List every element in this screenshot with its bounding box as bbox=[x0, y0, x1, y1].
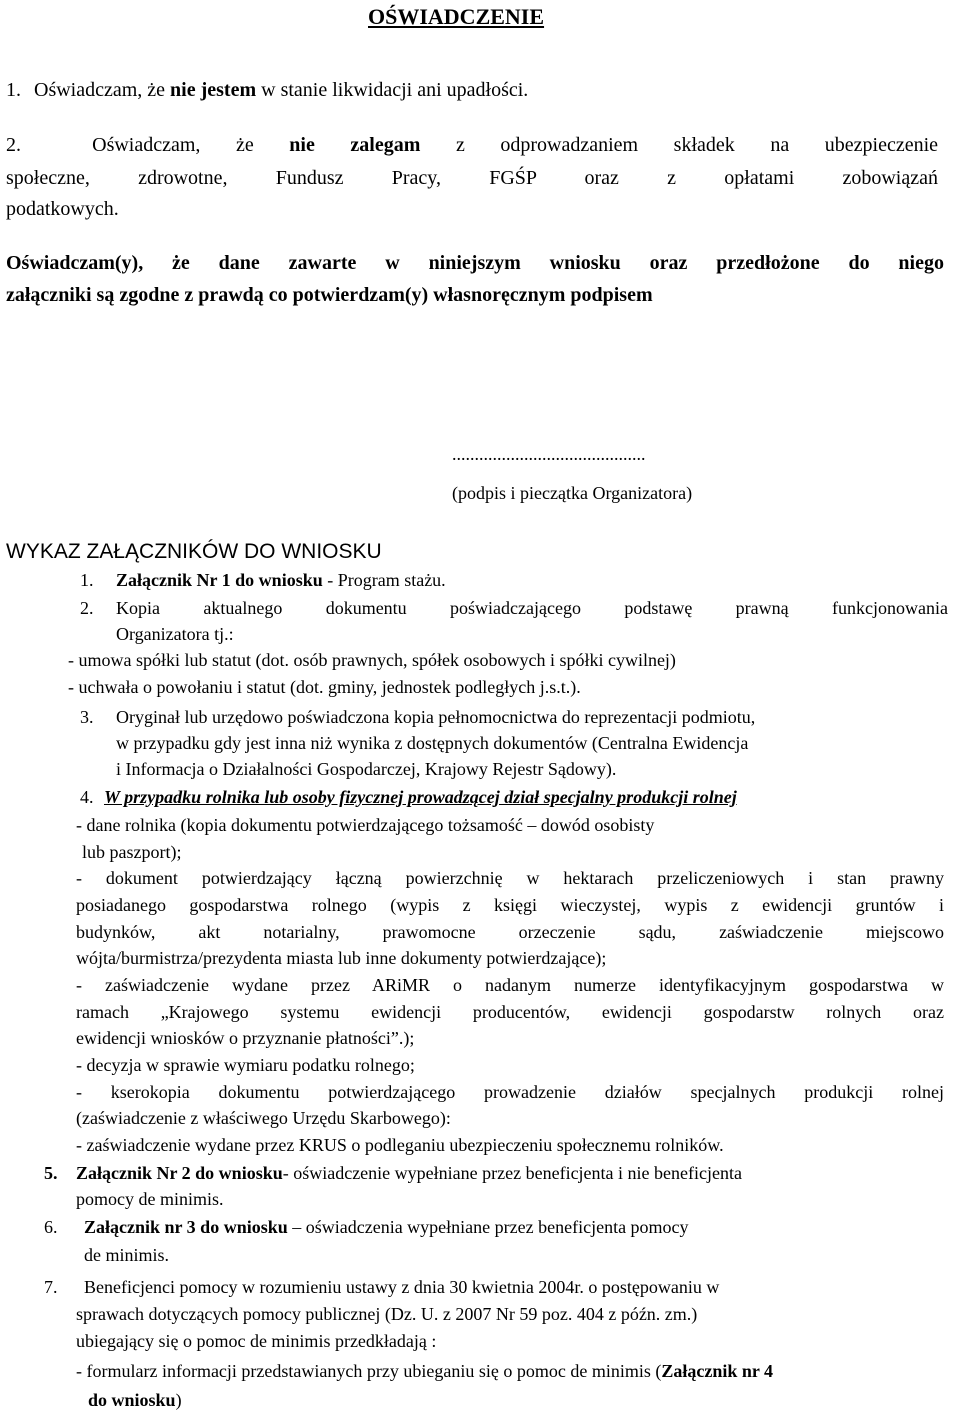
attachment-7-line-3: ubiegający się o pomoc de minimis przedkładają : bbox=[76, 1331, 437, 1351]
attachment-7-number: 7. bbox=[44, 1277, 58, 1297]
attachment-4-b-line-1: - dokument potwierdzający łączną powierzchnię w hektarach przeliczeniowych i stan prawny bbox=[76, 868, 944, 888]
declaration-2-line-2: społeczne, zdrowotne, Fundusz Pracy, FGŚP oraz z opłatami zobowiązań bbox=[6, 167, 938, 189]
attachment-4-b-line-4: wójta/burmistrza/prezydenta miasta lub inne dokumenty potwierdzające); bbox=[76, 948, 607, 968]
attachment-6-line-1 bbox=[84, 1215, 689, 1239]
attachment-4-number: 4. bbox=[80, 787, 94, 807]
attachment-4-e-line-1: - kserokopia dokumentu potwierdzającego prowadzenie działów specjalnych produkcji rolnej bbox=[76, 1082, 944, 1102]
page-title: OŚWIADCZENIE bbox=[368, 4, 545, 29]
signature-line: ........................................... bbox=[452, 444, 646, 464]
declaration-2-text-pre: Oświadczam, że bbox=[92, 134, 290, 156]
attachment-7-text: - formularz informacji przedstawianych przy ubieganiu się o pomoc de minimis ( bbox=[76, 1361, 662, 1381]
attachment-2-option-b: - uchwała o powołaniu i statut (dot. gminy, jednostek podległych j.s.t.). bbox=[68, 677, 581, 697]
attachment-4-b-line-3: budynków, akt notarialny, prawomocne orzeczenie sądu, zaświadczenie miejscowo bbox=[76, 922, 944, 942]
attachment-5-text: - oświadczenie wypełniane przez beneficjenta i nie beneficjenta bbox=[282, 1163, 742, 1183]
declaration-2-emphasis: nie zalegam bbox=[289, 134, 421, 156]
attachment-2-line-1: Kopia aktualnego dokumentu poświadczającego podstawę prawną funkcjonowania bbox=[116, 598, 948, 618]
attachment-7-line-4 bbox=[76, 1359, 773, 1383]
attachment-4-c-line-2: ramach „Krajowego systemu ewidencji producentów, ewidencji gospodarstw rolnych oraz bbox=[76, 1002, 944, 1022]
attachment-6-text: – oświadczenia wypełniane przez beneficjenta pomocy bbox=[287, 1217, 689, 1237]
attachment-5-line-2: pomocy de minimis. bbox=[76, 1189, 224, 1209]
attachment-4-a-line-2: lub paszport); bbox=[82, 842, 182, 862]
declaration-2-number: 2. bbox=[6, 134, 21, 156]
attachment-3-line-1: Oryginał lub urzędowo poświadczona kopia pełnomocnictwa do reprezentacji podmiotu, bbox=[116, 707, 756, 727]
attachment-3-line-2: w przypadku gdy jest inna niż wynika z dostępnych dokumentów (Centralna Ewidencja bbox=[116, 733, 749, 753]
attachment-5-number: 5. bbox=[44, 1163, 58, 1183]
attachment-3-number: 3. bbox=[80, 707, 94, 727]
signature-caption: (podpis i pieczątka Organizatora) bbox=[452, 483, 693, 503]
attachment-4-d-line-1: - decyzja w sprawie wymiaru podatku rolnego; bbox=[76, 1055, 415, 1075]
attachment-6-line-2: de minimis. bbox=[84, 1245, 169, 1265]
attachment-4-a-line-1: - dane rolnika (kopia dokumentu potwierdzającego tożsamość – dowód osobisty bbox=[76, 815, 655, 835]
attachment-2-number: 2. bbox=[80, 598, 94, 618]
attachment-5-line-1 bbox=[76, 1161, 742, 1185]
declaration-2-line-1 bbox=[6, 132, 938, 158]
declaration-1 bbox=[6, 77, 528, 103]
declaration-1-emphasis: nie jestem bbox=[170, 79, 257, 101]
attachment-7-line-2: sprawach dotyczących pomocy publicznej (Dz. U. z 2007 Nr 59 poz. 404 z późn. zm.) bbox=[76, 1304, 698, 1324]
declaration-2-line-3: podatkowych. bbox=[6, 198, 119, 220]
attachment-4-c-line-1: - zaświadczenie wydane przez ARiMR o nadanym numerze identyfikacyjnym gospodarstwa w bbox=[76, 975, 944, 995]
declaration-1-number: 1. bbox=[6, 79, 21, 101]
attachment-2-option-a: - umowa spółki lub statut (dot. osób prawnych, spółek osobowych i spółki cywilnej) bbox=[68, 650, 676, 670]
statement-line-2: załączniki są zgodne z prawdą co potwierdzam(y) własnoręcznym podpisem bbox=[6, 284, 653, 306]
attachment-1-text: - Program stażu. bbox=[322, 570, 446, 590]
attachment-7-ref-2: do wniosku bbox=[88, 1390, 176, 1410]
attachment-1-number: 1. bbox=[80, 570, 94, 590]
attachment-3-line-3: i Informacja o Działalności Gospodarczej, Krajowy Rejestr Sądowy). bbox=[116, 759, 617, 779]
attachment-4-e-line-2: (zaświadczenie z właściwego Urzędu Skarbowego): bbox=[76, 1108, 451, 1128]
attachment-4-title: W przypadku rolnika lub osoby fizycznej prowadzącej dział specjalny produkcji rolnej bbox=[104, 787, 737, 807]
attachment-6-title: Załącznik nr 3 do wniosku bbox=[84, 1217, 288, 1237]
attachment-2-line-2: Organizatora tj.: bbox=[116, 624, 234, 644]
attachment-1-title: Załącznik Nr 1 do wniosku bbox=[116, 570, 323, 590]
attachment-7-close: ) bbox=[175, 1390, 182, 1410]
declaration-1-text-post: w stanie likwidacji ani upadłości. bbox=[256, 79, 529, 101]
attachments-heading: WYKAZ ZAŁĄCZNIKÓW DO WNIOSKU bbox=[6, 540, 382, 563]
declaration-1-text-pre: Oświadczam, że bbox=[34, 79, 171, 101]
attachment-5-title: Załącznik Nr 2 do wniosku bbox=[76, 1163, 283, 1183]
attachment-4-b-line-2: posiadanego gospodarstwa rolnego (wypis z księgi wieczystej, wypis z ewidencji gruntów i bbox=[76, 895, 944, 915]
attachment-1 bbox=[80, 568, 446, 592]
attachment-7-ref-1: Załącznik nr 4 bbox=[661, 1361, 774, 1381]
attachment-4-f-line-1: - zaświadczenie wydane przez KRUS o podleganiu ubezpieczeniu społecznemu rolników. bbox=[76, 1135, 724, 1155]
statement-line-1: Oświadczam(y), że dane zawarte w niniejszym wniosku oraz przedłożone do niego bbox=[6, 252, 944, 274]
attachment-7-line-1: Beneficjenci pomocy w rozumieniu ustawy z dnia 30 kwietnia 2004r. o postępowaniu w bbox=[84, 1277, 720, 1297]
attachment-4-c-line-3: ewidencji wniosków o przyznanie płatności”.); bbox=[76, 1028, 415, 1048]
declaration-2-text-post: z odprowadzaniem składek na ubezpieczenie bbox=[420, 134, 939, 156]
attachment-7-line-5 bbox=[88, 1388, 182, 1412]
attachment-6-number: 6. bbox=[44, 1217, 58, 1237]
